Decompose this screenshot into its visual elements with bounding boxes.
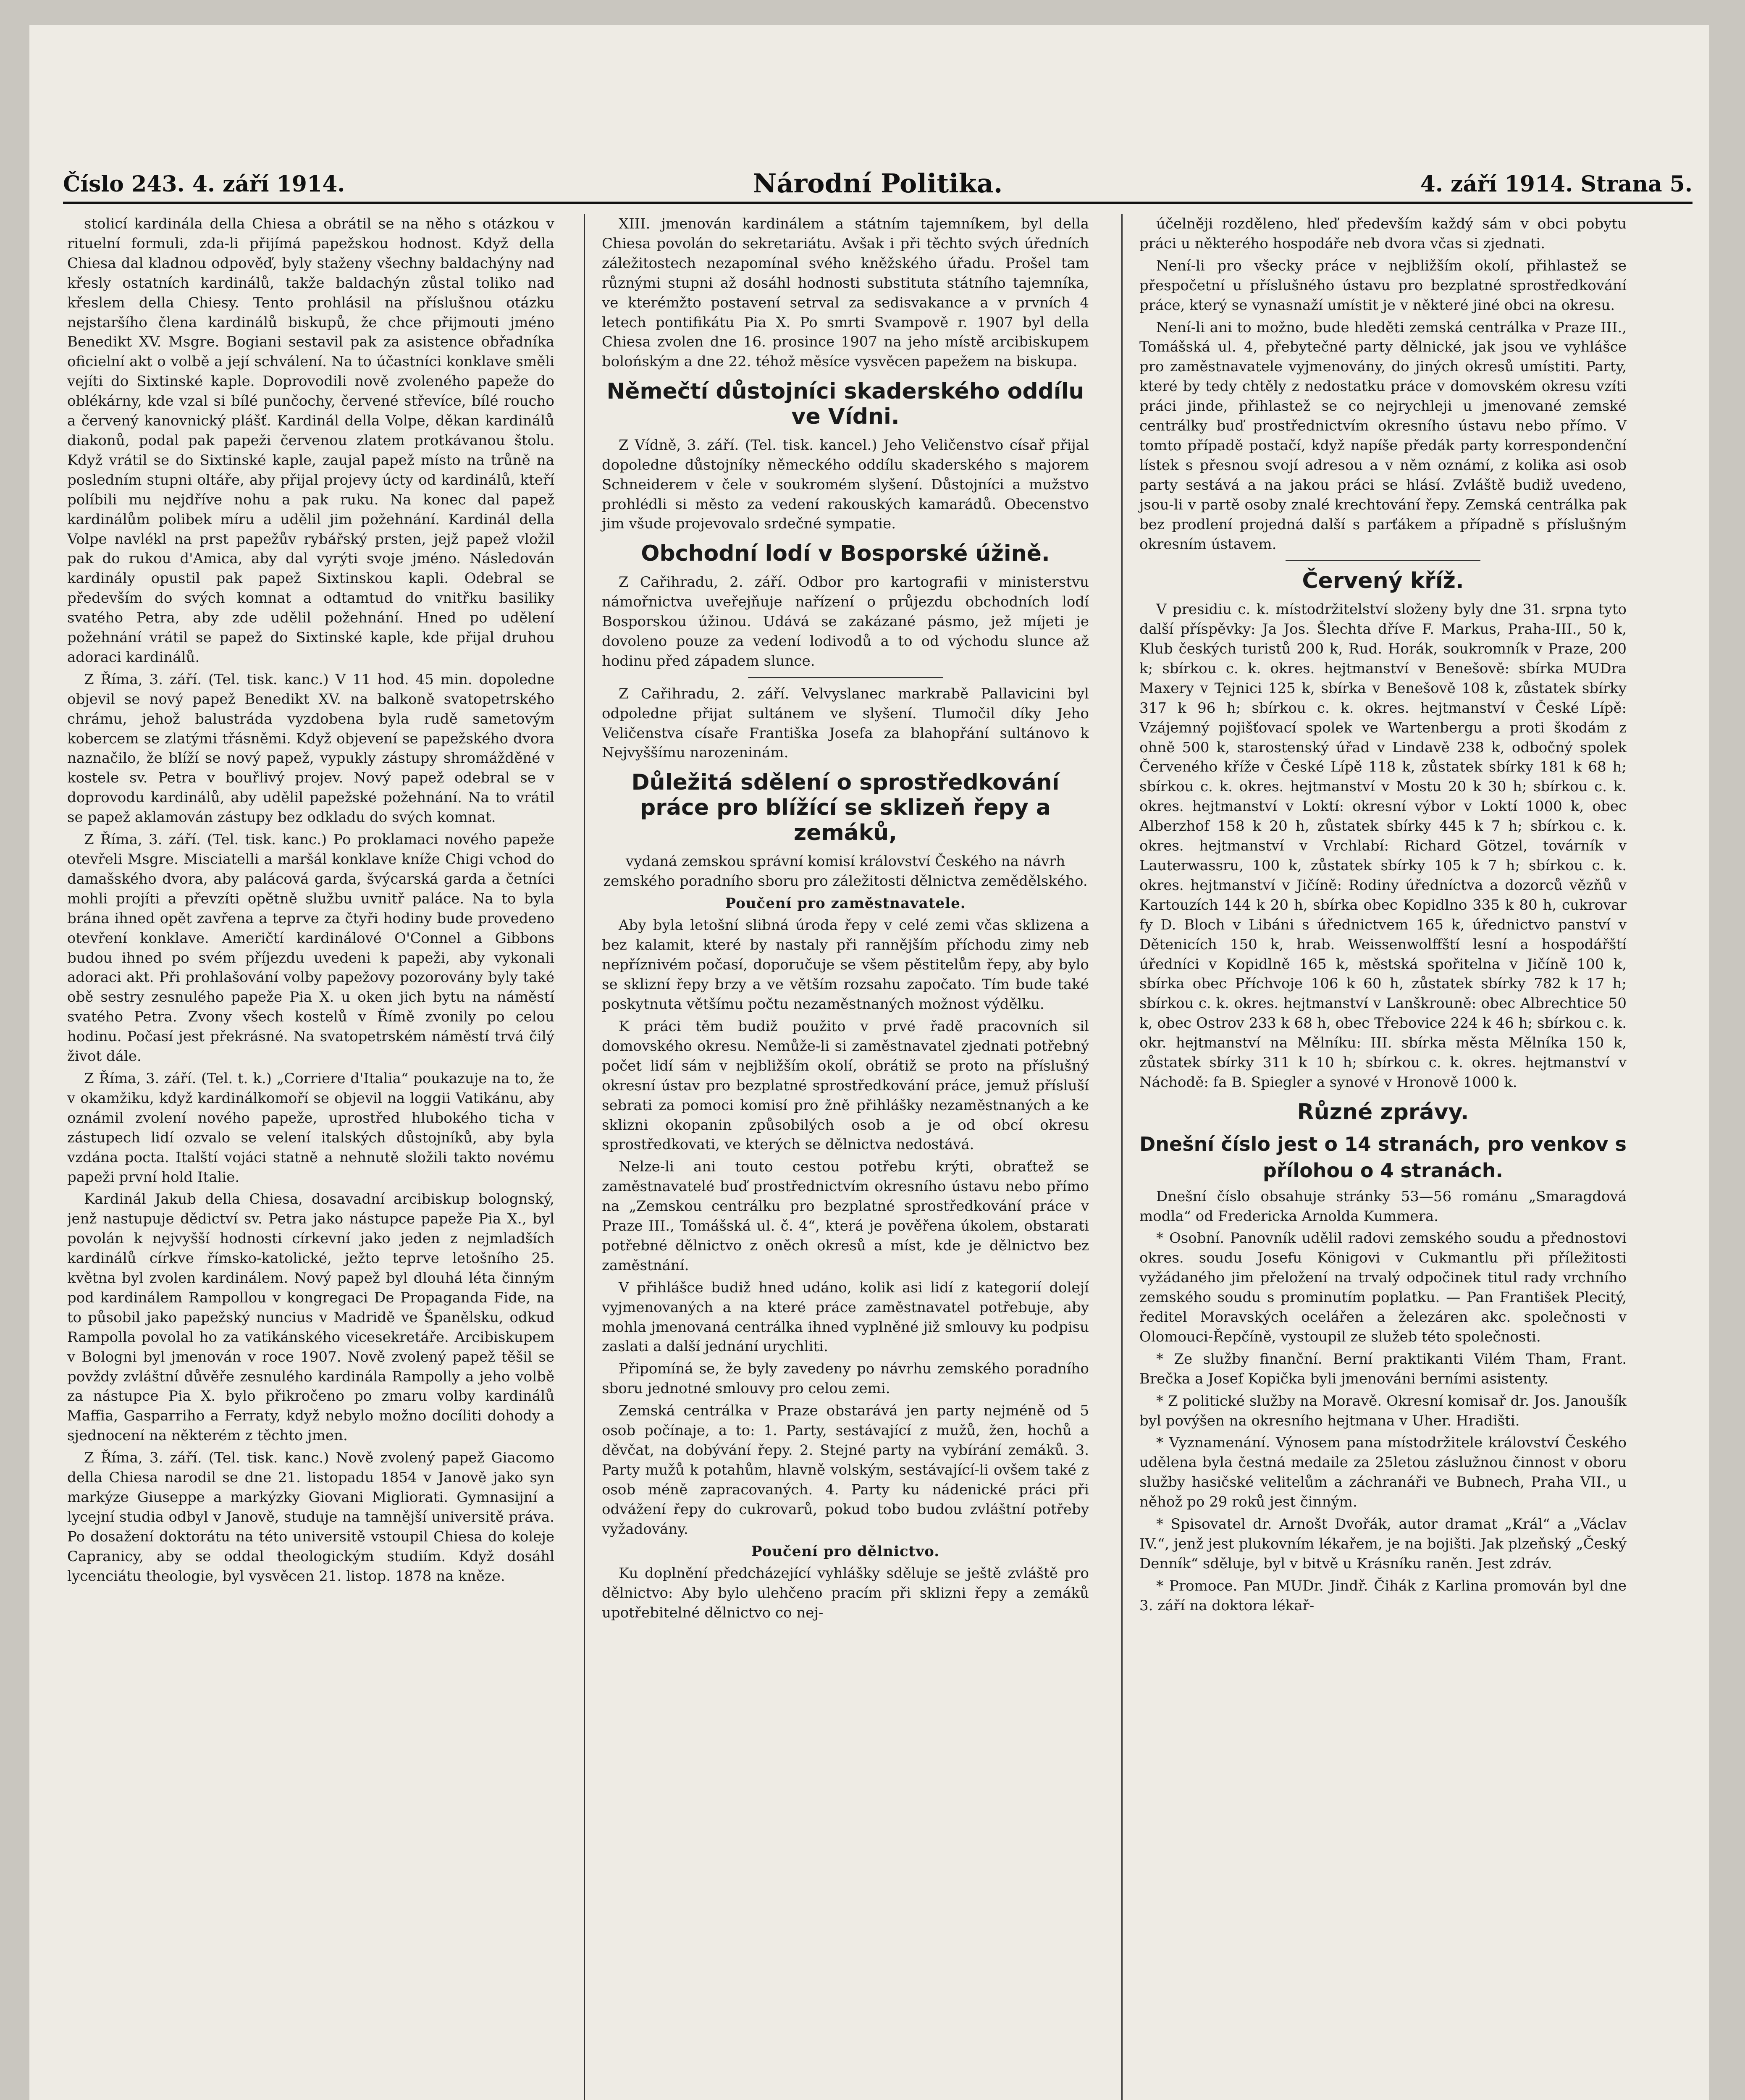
paragraph: účelněji rozděleno, hleď především každý sám v obci pobytu práci u některého hospodáře neb dvora včas si zjednati. xyxy=(1139,215,1627,252)
issue-number-date: Číslo 243. 4. září 1914. xyxy=(63,171,345,197)
paragraph: Není-li pro všecky práce v nejbližším okolí, přihlastež se přespočetní u příslušného ústavu pro bezplatné sprostředkování práce, který se vynasnaží umístit je v některé jiné obci na okresu. xyxy=(1139,257,1627,314)
column-2 xyxy=(584,214,1089,2100)
section-heading: Poučení pro zaměstnavatele. xyxy=(725,895,966,912)
paragraph: * Ze služby finanční. Berní praktikanti Vilém Tham, Frant. Brečka a Josef Kopička byli jmenováni berními asistenty. xyxy=(1139,1350,1627,1387)
newspaper-title: Národní Politika. xyxy=(753,168,1003,199)
article-headline: Červený kříž. xyxy=(1302,568,1464,594)
paragraph: Není-li ani to možno, bude hleděti zemská centrálka v Praze III., Tomášská ul. 4, přebytečné party dělnické, jak jsou ve vyhlášce pro zaměstnavatele vyjmenovány, do jiných okresů umístiti. Party, které by tedy chtěly z nedostatku práce v domovském okresu vzíti práci jinde, přihlastež se co nejrychleji u jmenované zemské centrálky buď prostřednictvím okresního ústavu nebo přímo. V tomto případě postačí, když napíše předák party korrespondenční lístek s přesnou svojí adresou a v něm oznámí, z kolika asi osob party sestává a na jakou práci se hlásí. Zvláště budiž uvedeno, jsou-li v partě osoby znalé krechtování řepy. Zemská centrálka pak bez prodlení projedná další s parťákem a případně s příslušným okresním ústavem. xyxy=(1139,319,1627,553)
newspaper-page xyxy=(29,25,1709,2100)
paragraph: V přihlášce budiž hned udáno, kolik asi lidí z kategorií dolejí vyjmenovaných a na které práce zaměstnavatel potřebuje, aby mohla jmenovaná centrálka ihned vyplněné již smlouvy ku podpisu zaslati a další jednání urychliti. xyxy=(602,1279,1089,1355)
issue-notice: Dnešní číslo jest o 14 stranách, pro venkov s přílohou o 4 stranách. xyxy=(1139,1132,1627,1182)
paragraph: Dnešní číslo obsahuje stránky 53—56 románu „Smaragdová modla“ od Fredericka Arnolda Kummera. xyxy=(1139,1188,1627,1225)
paragraph: Kardinál Jakub della Chiesa, dosavadní arcibiskup bolognský, jenž nastupuje dědictví sv. Petra jako nástupce papeže Pia X., byl povolán k nejvyšší hodnosti církevní jako jeden z nejmladších kardinálů církve římsko-katolické, ježto teprve letošního 25. května byl zvolen kardinálem. Nový papež byl dlouhá léta činným pod kardinálem Rampollou v kongregaci De Propaganda Fide, na to působil jako papežský nuncius v Madridě ve Španělsku, odkud Rampolla povolal ho za vatikánského vicesekretáře. Arcibiskupem v Bologni byl jmenován v roce 1907. Nově zvolený papež těšil se povždy zvláštní důvěře zesnulého kardinála Rampolly a jeho volbě za nástupce Pia X. bylo přikročeno po zmaru volby kardinálů Maffia, Gasparriho a Ferraty, když nebylo možno docíliti dohody a sjednocení na některém z těchto jmen. xyxy=(67,1191,554,1444)
paragraph: Nelze-li ani touto cestou potřebu krýti, obraťtež se zaměstnavatelé buď prostřednictvím okresního ústavu nebo přímo na „Zemskou centrálku pro bezplatné sprostředkování práce v Praze III., Tomášská ul. č. 4“, která je pověřena úkolem, obstarati potřebné dělnictvo z oněch okresů a míst, kde je dělnictvo bez zaměstnání. xyxy=(602,1158,1089,1274)
paragraph: Z Říma, 3. září. (Tel. t. k.) „Corriere d'Italia“ poukazuje na to, že v okamžiku, když kardinálkomoří se objevil na loggii Vatikánu, aby oznámil zvolení nového papeže, uprostřed hlubokého ticha v zástupech lidí ozvalo se velení italských důstojníků, aby byla vzdána pocta. Italští vojáci statně a nehnutě složili takto novému papeži první hold Italie. xyxy=(67,1070,554,1186)
column-3 xyxy=(1121,214,1627,2100)
paragraph: Aby byla letošní slibná úroda řepy v celé zemi včas sklizena a bez kalamit, které by nastaly při rannějším příchodu zimy neb nepříznivém počasí, doporučuje se všem pěstitelům řepy, aby bylo se sklizní řepy brzy a ve větším rozsahu započato. Tím bude také poskytnuta většímu počtu nezaměstnaných možnost výdělku. xyxy=(602,917,1089,1013)
paragraph: stolicí kardinála della Chiesa a obrátil se na něho s otázkou v rituelní formuli, zda-li přijímá papežskou hodnost. Když della Chiesa dal kladnou odpověď, byly staženy všechny baldachýny nad křesly ostatních kardinálů, takže baldachýn zůstal toliko nad křeslem della Chiesy. Tento prohlásil na příslušnou otázku nejstaršího člena kardinálů biskupů, že chce přijmouti jméno Benedikt XV. Msgre. Bogiani sestavil pak za asistence obřadníka oficielní akt o volbě a její schválení. Na to účastníci konklave směli vejíti do Sixtinské kaple. Doprovodili nově zvoleného papeže do oblékárny, kde vzal si bílé punčochy, červené střevíce, bílé roucho a červený kanovnický plášť. Kardinál della Volpe, děkan kardinálů diakonů, podal pak papeži červenou zlatem protkávanou štolu. Když vrátil se do Sixtinské kaple, zaujal papež místo na trůně na posledním stupni oltáře, aby přijal projevy úcty od kardinálů, kteří políbili mu nejdříve nohu a pak ruku. Na konec dal papež kardinálům polibek míru a udělil jim požehnání. Kardinál della Volpe navlékl na prst papežův rybářský prsten, jejž papež vložil pak do rukou d'Amica, aby dal vyrýti svoje jméno. Následován kardinály opustil pak papež Sixtinskou kapli. Odebral se především do svých komnat a odtamtud do vnitřku basiliky svatého Petra, aby zde udělil požehnání. Hned po udělení požehnání vrátil se papež do Sixtinské kaple, kde přijal druhou adoraci kardinálů. xyxy=(67,215,554,666)
paragraph: Zemská centrálka v Praze obstarává jen party nejméně od 5 osob počínaje, a to: 1. Party, sestávající z mužů, žen, hochů a děvčat, na dobývání řepy. 2. Stejné party na vybírání zemáků. 3. Party mužů k potahům, hlavně volským, sestávající-li ovšem také z osob méně zapracovaných. 4. Party ku nádenické práci při odvážení řepy do cukrovarů, pokud tobo budou zvláštní potřeby vyžadovány. xyxy=(602,1402,1089,1538)
paragraph: Z Vídně, 3. září. (Tel. tisk. kancel.) Jeho Veličenstvo císař přijal dopoledne důstojníky německého oddílu skaderského s majorem Schneiderem v čele v soukromém slyšení. Důstojníci a mužstvo prohlédli si město za vedení rakouských kamarádů. Obecenstvo jim všude projevovalo srdečné sympatie. xyxy=(602,436,1089,533)
paragraph: Ku doplnění předcházející vyhlášky sděluje se ještě zvláště pro dělnictvo: Aby bylo ulehčeno pracím při sklizni řepy a zemáků upotřebitelné dělnictvo co nej- xyxy=(602,1565,1089,1622)
paragraph: * Promoce. Pan MUDr. Jindř. Čihák z Karlina promován byl dne 3. září na doktora lékař- xyxy=(1139,1577,1627,1614)
divider xyxy=(748,677,943,678)
article-headline: Důležitá sdělení o sprostředkování práce pro blížící se sklizeň řepy a zemáků, xyxy=(631,770,1060,845)
paragraph: Z Cařihradu, 2. září. Odbor pro kartografii v ministerstvu námořnictva uveřejňuje nařízení o průjezdu obchodních lodí Bosporskou úžinou. Udává se zakázané pásmo, jež míjeti je dovoleno pouze za vedení lodivodů a to od východu slunce až hodinu před západem slunce. xyxy=(602,574,1089,669)
paragraph: * Osobní. Panovník udělil radovi zemského soudu a přednostovi okres. soudu Josefu Königovi v Cukmantlu při příležitosti vyžádaného jim přeložení na trvalý odpočinek titul rady vrchního zemského soudu s prominutím poplatku. — Pan František Plecitý, ředitel Moravských ocelářen a železáren akc. společnosti v Olomouci-Řepčíně, vystoupil ze služeb této společnosti. xyxy=(1139,1230,1627,1345)
column-1 xyxy=(67,214,554,2100)
paragraph: Z Cařihradu, 2. září. Velvyslanec markrabě Pallavicini byl odpoledne přijat sultánem ve slyšení. Tlumočil díky Jeho Veličenstva císaře Františka Josefa za blahopřání sultánovo k Nejvyššímu narozeninám. xyxy=(602,685,1089,761)
paragraph: Připomíná se, že byly zavedeny po návrhu zemského poradního sboru jednotné smlouvy pro celou zemi. xyxy=(602,1360,1089,1397)
paragraph: * Spisovatel dr. Arnošt Dvořák, autor dramat „Král“ a „Václav IV.“, jenž jest plukovním lékařem, je na bojišti. Jak plzeňský „Český Denník“ sděluje, byl v bitvě u Krásníku raněn. Jest zdráv. xyxy=(1139,1516,1627,1572)
page-header xyxy=(63,164,1693,204)
section-headline: Různé zprávy. xyxy=(1297,1099,1469,1125)
paragraph: XIII. jmenován kardinálem a státním tajemníkem, byl della Chiesa povolán do sekretariátu. Avšak i při těchto svých úředních záležitostech nezapomínal svého kněžského úřadu. Prošel tam různými stupni až dosáhl hodnosti substituta státního tajemníka, ve kterémžto postavení setrval za sedisvakance a v prvních 4 letech pontifikátu Pia X. Po smrti Svampově r. 1907 byl della Chiesa zvolen dne 16. prosince 1907 na jeho místě arcibiskupem bolońským a dne 22. téhož měsíce vysvěcen papežem na biskupa. xyxy=(602,215,1089,370)
article-headline: Obchodní lodí v Bosporské úžině. xyxy=(641,541,1050,567)
date-page-number: 4. září 1914. Strana 5. xyxy=(1420,171,1693,197)
paragraph: Z Říma, 3. září. (Tel. tisk. kanc.) Nově zvolený papež Giacomo della Chiesa narodil se dne 21. listopadu 1854 v Janově jako syn markýze Giuseppe a markýzky Giovani Migliorati. Gymnasijní a lycejní studia odbyl v Janově, studuje na tamnější universitě práva. Po dosažení doktorátu na této universitě vstoupil Chiesa do koleje Capranicy, aby se oddal theologickým studiím. Když dosáhl lycenciátu theologie, byl vysvěcen 21. listop. 1878 na kněze. xyxy=(67,1449,554,1585)
paragraph: Z Říma, 3. září. (Tel. tisk. kanc.) V 11 hod. 45 min. dopoledne objevil se nový papež Benedikt XV. na balkoně svatopetrského chrámu, jehož balustráda vyzdobena byla rudě sametovým kobercem se zlatými třásněmi. Když objevení se papežského dvora naznačilo, že blíží se nový papež, vypukly zástupy shromážděné v kostele sv. Petra v bouřlivý projev. Nový papež odebral se v doprovodu kardinálů, aby udělil papežské požehnání. Na to vrátil se papež aklamován zástupy bez odkladu do svých komnat. xyxy=(67,671,554,826)
article-subheadline: vydaná zemskou správní komisí království Českého na návrh zemského poradního sboru pro záležitosti dělnictva zemědělského. xyxy=(603,853,1088,890)
paragraph: * Vyznamenání. Výnosem pana místodržitele království Českého udělena byla čestná medaile za 25letou záslužnou činnost v oboru služby hasičské velitelům a záchranáři ve Bubnech, Praha VII., u něhož po 29 roků jest činným. xyxy=(1139,1434,1627,1511)
section-heading: Poučení pro dělnictvo. xyxy=(751,1543,940,1560)
divider xyxy=(1286,560,1480,561)
article-headline: Němečtí důstojníci skaderského oddílu ve Vídni. xyxy=(606,379,1084,430)
paragraph: * Z politické služby na Moravě. Okresní komisař dr. Jos. Janoušík byl povýšen na okresního hejtmana v Uher. Hradišti. xyxy=(1139,1392,1627,1429)
paragraph: Z Říma, 3. září. (Tel. tisk. kanc.) Po proklamaci nového papeže otevřeli Msgre. Misciatelli a maršál konklave kníže Chigi vchod do damašského dvora, aby palácová garda, švýcarská garda a četníci mohli projíti a převzíti opětně službu uvnitř paláce. Na to byla brána ihned opět zavřena a teprve za čtyři hodiny bude provedeno otevření konklave. Američtí kardinálové O'Connel a Gibbons budou ihned po svém příjezdu uvedeni k papeži, aby vykonali adoraci akt. Při prohlašování volby papežovy pozorovány byly také obě sestry zesnulého papeže Pia X. u oken jich bytu na náměstí svatého Petra. Zvony všech kostelů v Římě zvonily po celou hodinu. Počasí jest překrásné. Na svatopetrském náměstí trvá čilý život dále. xyxy=(67,831,554,1065)
paragraph: V presidiu c. k. místodržitelství složeny byly dne 31. srpna tyto další příspěvky: Ja Jos. Šlechta dříve F. Markus, Praha-III., 50 k, Klub českých turistů 200 k, Rud. Horák, soukromník v Praze, 200 k; sbírkou c. k. okres. hejtmanství v Benešově: sbírka MUDra Maxery v Tejnici 125 k, sbírka v Benešově 108 k, zůstatek sbírky 317 k 96 h; sbírkou c. k. okres. hejtmanství v České Lípě: Vzájemný pojišťovací spolek ve Wartenbergu a proti škodám z ohně 500 k, starostenský úřad v Lindavě 238 k, odbočný spolek Červeného kříže v České Lípě 118 k, zůstatek sbírky 181 k 68 h; sbírkou c. k. okres. hejtmanství v Mostu 20 k 30 h; sbírkou c. k. okres. hejtmanství v Loktí: okresní výbor v Loktí 1000 k, obec Alberzhof 158 k 20 h, zůstatek sbírky 445 k 7 h; sbírkou c. k. okres. hejtmanství v Vrchlabí: Richard Götzel, továrník v Lauterwassru, 100 k, zůstatek sbírky 105 k 7 h; sbírkou c. k. okres. hejtmanství v Jičíně: Rodiny úředníctva a dozorců vězňů v Kartouzích 144 k 20 h, sbírka obec Kopidlno 335 k 80 h, cukrovar fy D. Bloch v Libáni s úřednictvem 165 k, úřednictvo panství v Dětenicích 150 k, hrab. Weissenwolffští lesní a hospodářští úředníci v Kopidlně 165 k, městská spořitelna v Jičíně 100 k, sbírka obec Příchvoje 106 k 60 h, zůstatek sbírky 782 k 17 h; sbírkou c. k. okres. hejtmanství v Lanškrouně: obec Albrechtice 50 k, obec Ostrov 233 k 68 h, obec Třebovice 224 k 46 h; sbírkou c. k. okr. hejtmanství na Mělníku: III. sbírka města Mělníka 150 k, zůstatek sbírky 311 k 10 h; sbírkou c. k. okres. hejtmanství v Náchodě: fa B. Spiegler a synové v Hronově 1000 k. xyxy=(1139,601,1627,1091)
paragraph: K práci těm budiž použito v prvé řadě pracovních sil domovského okresu. Nemůže-li si zaměstnavatel zjednati potřebný počet lidí sám v nejbližším okolí, obrátiž se proto na příslušný okresní ústav pro bezplatné sprostředkování práce, jemuž přísluší sebrati za pomoci komisí pro žně přihlášky nezaměstnaných a ke sklizni okopanin způsobilých osob a je od obcí okresu sprostředkovati, ve kterých se dělnictva nedostává. xyxy=(602,1018,1089,1153)
